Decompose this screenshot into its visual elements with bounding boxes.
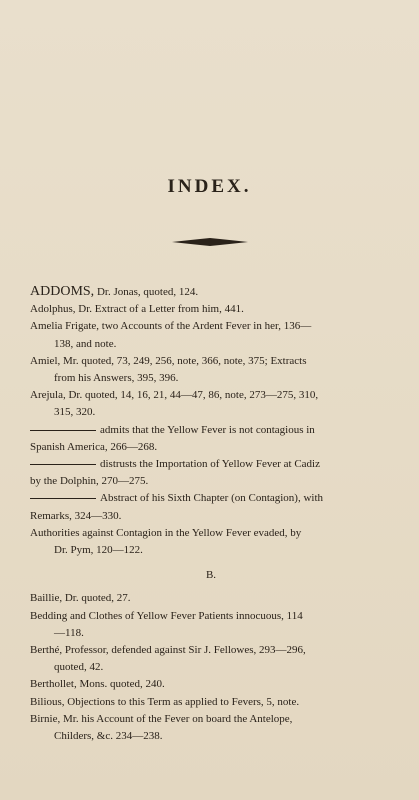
- index-entry: Amiel, Mr. quoted, 73, 249, 256, note, 366, note, 375; Extracts from his Answers, 395, 396.: [30, 354, 307, 385]
- index-entry: Adolphus, Dr. Extract of a Letter from him, 441.: [30, 303, 244, 316]
- index-entries: [30, 283, 392, 745]
- index-subentry: admits that the Yellow Fever is not contagious in Spanish America, 266—268.: [30, 423, 315, 453]
- entry-lead-word: ADDOMS,: [30, 284, 95, 299]
- dash-rule: [30, 430, 96, 431]
- index-entry: Baillie, Dr. quoted, 27.: [30, 592, 131, 605]
- index-subentry: distrusts the Importation of Yellow Fever at Cadiz by the Dolphin, 270—275.: [30, 458, 320, 488]
- dash-rule: [30, 464, 96, 465]
- index-entry: ADDOMS, Dr. Jonas, quoted, 124.: [30, 284, 199, 299]
- dash-rule: [30, 498, 96, 499]
- index-entry: Arejula, Dr. quoted, 14, 16, 21, 44—47, 86, note, 273—275, 310, 315, 320.: [30, 389, 319, 419]
- section-letter-b: B.: [205, 569, 217, 582]
- index-subentry: Abstract of his Sixth Chapter (on Contagion), with Remarks, 324—330.: [30, 492, 324, 522]
- index-entry: Berthé, Professor, defended against Sir J. Fellowes, 293—296, quoted, 42.: [30, 644, 306, 674]
- index-entry: Bedding and Clothes of Yellow Fever Patients innocuous, 114 —118.: [30, 609, 303, 639]
- index-entry: Authorities against Contagion in the Yellow Fever evaded, by Dr. Pym, 120—122.: [30, 526, 302, 557]
- ornamental-divider: [170, 237, 250, 247]
- page-title: INDEX.: [167, 176, 252, 197]
- index-entry: Bilious, Objections to this Term as applied to Fevers, 5, note.: [30, 695, 300, 708]
- index-entry: Birnie, Mr. his Account of the Fever on board the Antelope, Childers, &c. 234—238.: [30, 712, 293, 743]
- index-entry: Amelia Frigate, two Accounts of the Ardent Fever in her, 136— 138, and note.: [30, 320, 312, 350]
- index-entry: Berthollet, Mons. quoted, 240.: [30, 678, 165, 691]
